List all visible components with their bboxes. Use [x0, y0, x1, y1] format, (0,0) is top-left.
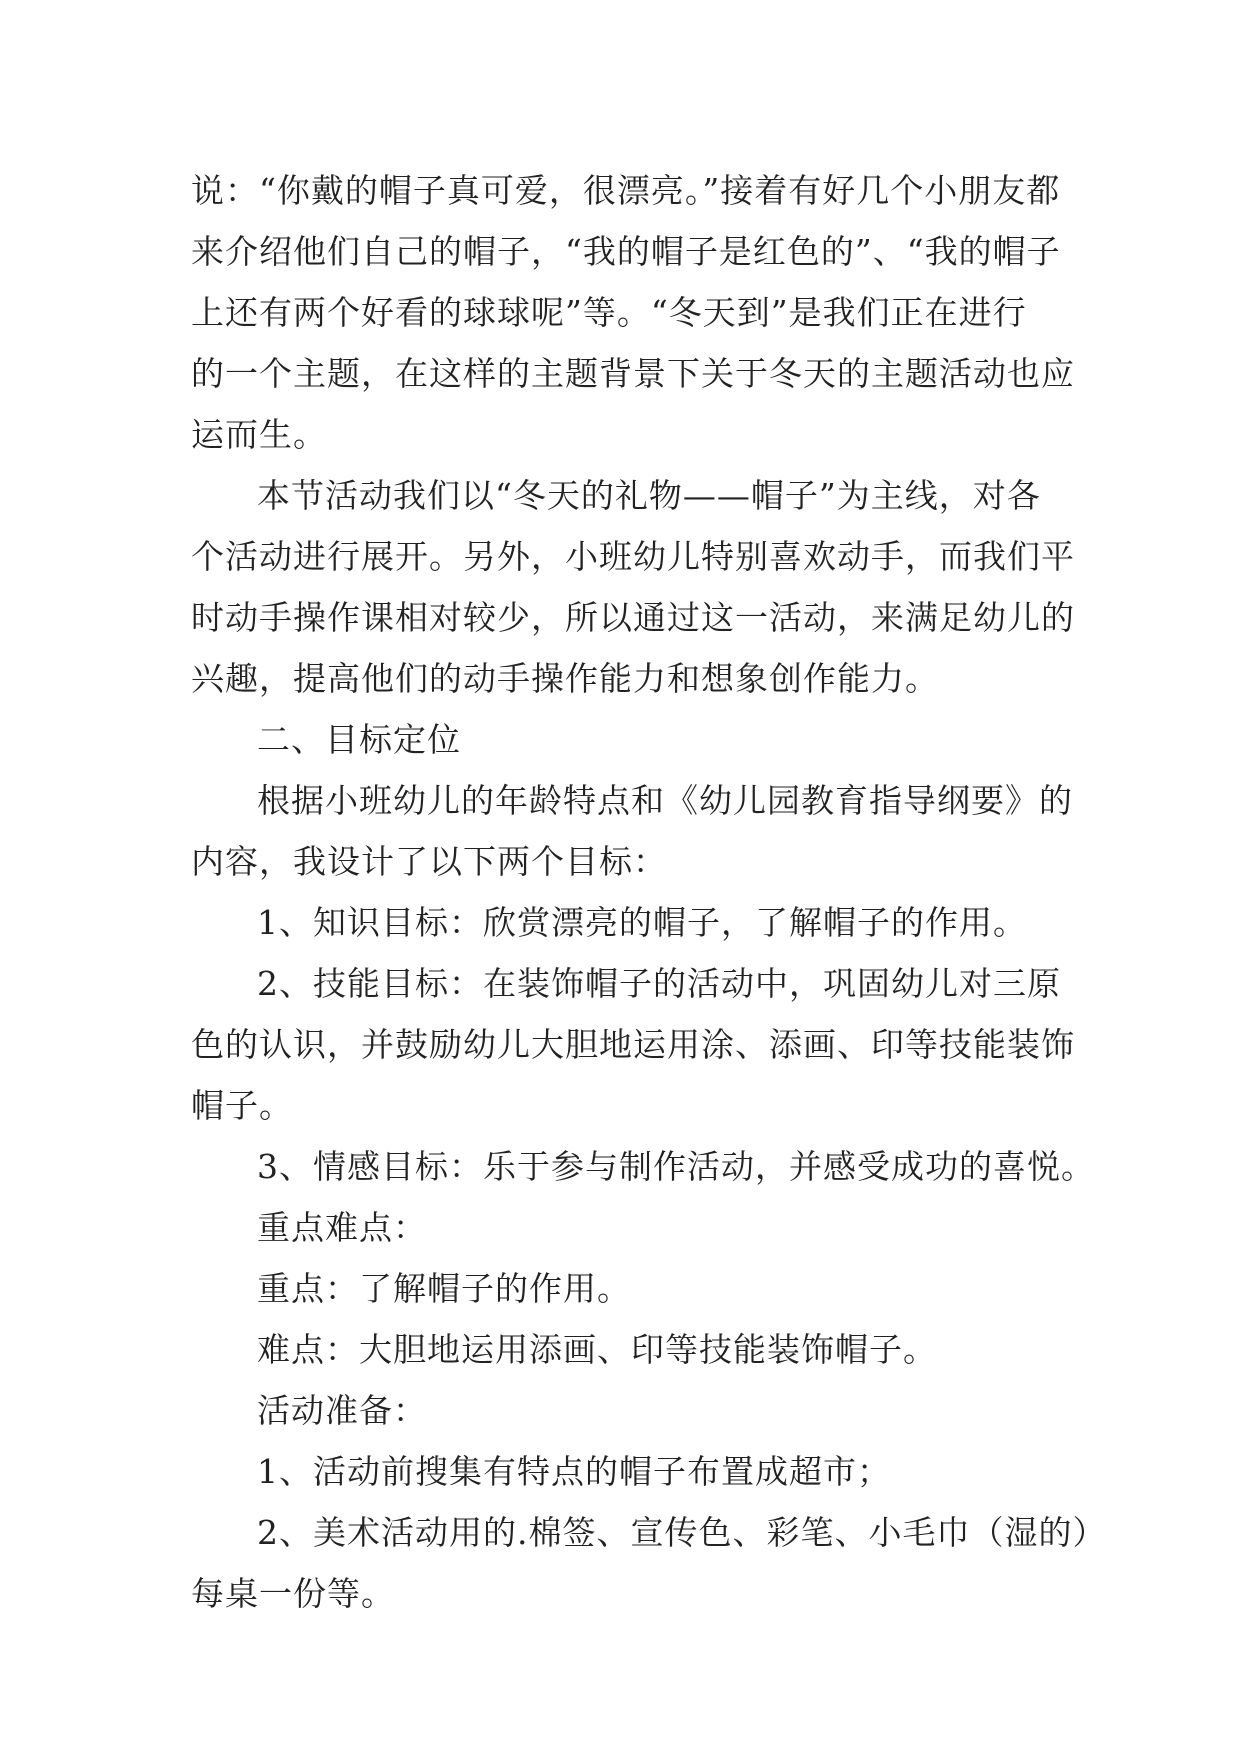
text-line: 的一个主题，在这样的主题背景下关于冬天的主题活动也应 — [191, 354, 1075, 393]
list-item: 3、情感目标：乐于参与制作活动，并感受成功的喜悦。 — [257, 1147, 1095, 1186]
text-line: 说：“你戴的帽子真可爱，很漂亮。”接着有好几个小朋友都 — [191, 171, 1061, 210]
list-item: 2、美术活动用的.棉签、宣传色、彩笔、小毛巾（湿的） — [257, 1513, 1107, 1552]
text-line: 难点：大胆地运用添画、印等技能装饰帽子。 — [257, 1330, 937, 1369]
text-line: 运而生。 — [191, 415, 327, 454]
section-heading: 重点难点： — [257, 1208, 427, 1247]
list-item: 2、技能目标：在装饰帽子的活动中，巩固幼儿对三原 — [257, 964, 1061, 1003]
text-line: 本节活动我们以“冬天的礼物——帽子”为主线，对各 — [257, 476, 1041, 515]
text-line: 色的认识，并鼓励幼儿大胆地运用涂、添画、印等技能装饰 — [191, 1025, 1075, 1064]
text-line: 时动手操作课相对较少，所以通过这一活动，来满足幼儿的 — [191, 598, 1075, 637]
section-heading: 活动准备： — [257, 1391, 427, 1430]
text-line: 重点：了解帽子的作用。 — [257, 1269, 631, 1308]
text-line: 来介绍他们自己的帽子，“我的帽子是红色的”、“我的帽子 — [191, 232, 1061, 271]
document-body — [191, 160, 1107, 1624]
text-line: 帽子。 — [191, 1086, 293, 1125]
section-heading: 二、目标定位 — [257, 720, 461, 759]
text-line: 内容，我设计了以下两个目标： — [191, 842, 667, 881]
list-item: 1、知识目标：欣赏漂亮的帽子，了解帽子的作用。 — [257, 903, 1027, 942]
text-line: 上还有两个好看的球球呢”等。“冬天到”是我们正在进行 — [191, 293, 1027, 332]
text-line: 根据小班幼儿的年龄特点和《幼儿园教育指导纲要》的 — [257, 781, 1073, 820]
text-line: 兴趣，提高他们的动手操作能力和想象创作能力。 — [191, 659, 939, 698]
text-line: 个活动进行展开。另外，小班幼儿特别喜欢动手，而我们平 — [191, 537, 1075, 576]
text-line: 每桌一份等。 — [191, 1574, 395, 1613]
list-item: 1、活动前搜集有特点的帽子布置成超市； — [257, 1452, 891, 1491]
